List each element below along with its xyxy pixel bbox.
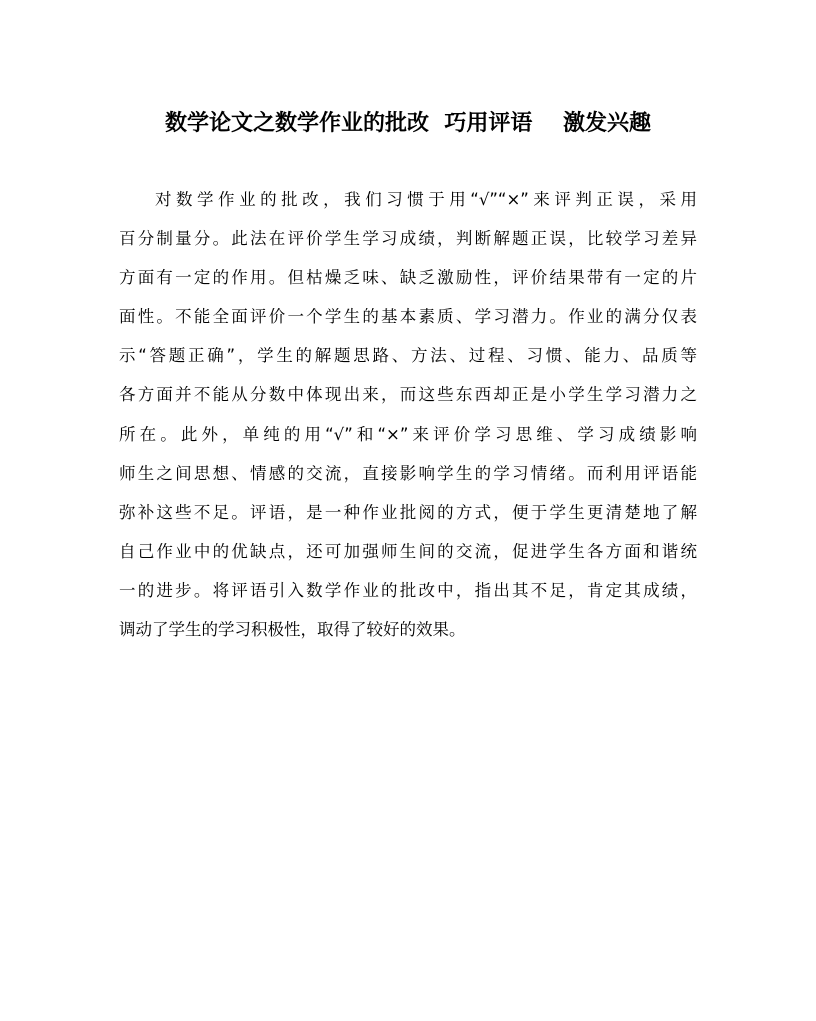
paragraph-line: 面性。不能全面评价一个学生的基本素质、学习潜力。作业的满分仅表: [119, 307, 697, 327]
paragraph-line: 各方面并不能从分数中体现出来，而这些东西却正是小学生学习潜力之: [119, 385, 697, 405]
paragraph-line: 弥补这些不足。评语，是一种作业批阅的方式，便于学生更清楚地了解: [119, 502, 697, 522]
document-paragraph: [119, 180, 697, 649]
paragraph-line: 对数学作业的批改，我们习惯于用“√”“×”来评判正误，采用: [155, 190, 697, 209]
paragraph-line: 师生之间思想、情感的交流，直接影响学生的学习情绪。而利用评语能: [119, 463, 697, 483]
paragraph-line: 调动了学生的学习积极性，取得了较好的效果。: [119, 620, 466, 640]
document-title: 数学论文之数学作业的批改 巧用评语 激发兴趣: [165, 110, 651, 136]
paragraph-line: 自己作业中的优缺点，还可加强师生间的交流，促进学生各方面和谐统: [119, 541, 697, 561]
paragraph-line: 方面有一定的作用。但枯燥乏味、缺乏激励性，评价结果带有一定的片: [119, 268, 697, 288]
paragraph-line: 一的进步。将评语引入数学作业的批改中，指出其不足，肯定其成绩，: [119, 580, 697, 600]
paragraph-line: 示“答题正确”，学生的解题思路、方法、过程、习惯、能力、品质等: [119, 346, 697, 366]
paragraph-line: 百分制量分。此法在评价学生学习成绩，判断解题正误，比较学习差异: [119, 229, 697, 249]
paragraph-line: 所在。此外，单纯的用“√”和“×”来评价学习思维、学习成绩影响: [119, 424, 697, 444]
